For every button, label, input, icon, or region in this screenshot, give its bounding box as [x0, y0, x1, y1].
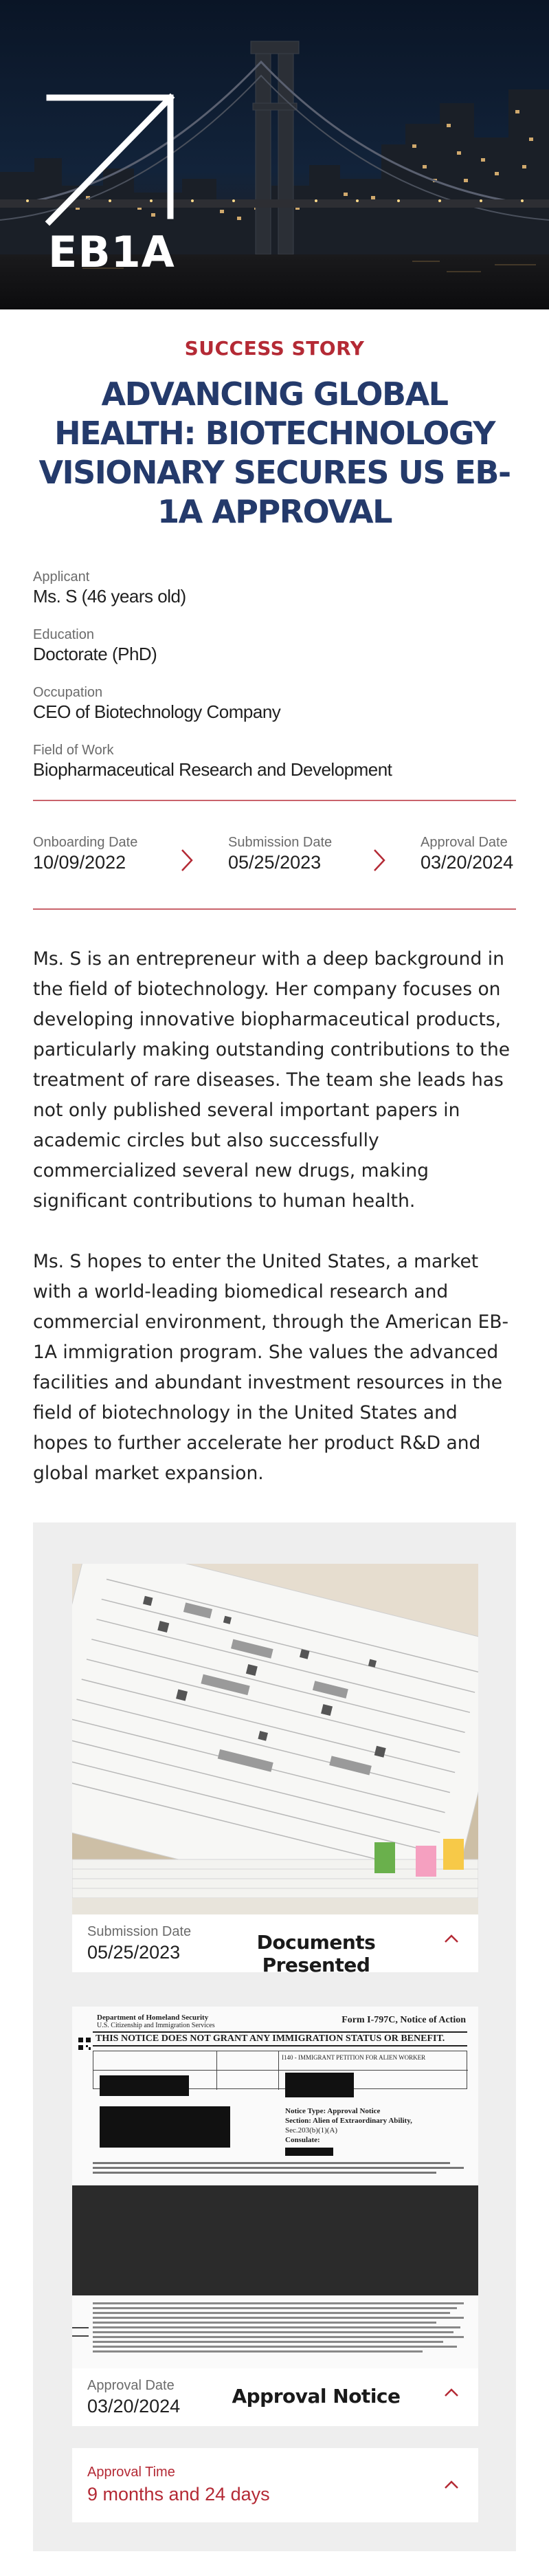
chevron-right-icon: [372, 848, 386, 873]
timeline-value: 10/09/2022: [33, 852, 126, 873]
notice-case-type: I140 - IMMIGRANT PETITION FOR ALIEN WORKER: [282, 2054, 426, 2061]
meta-label: Education: [33, 627, 94, 642]
meta-label: Occupation: [33, 685, 103, 700]
notice-agency: Department of Homeland Security: [97, 2013, 209, 2022]
story-body: [33, 944, 516, 1489]
section-eyebrow: SUCCESS STORY: [184, 337, 365, 360]
story-paragraph: Ms. S is an entrepreneur with a deep background in the field of biotechnology. Her company focuses on developing innovative biopharmaceutical products, particularly making outstanding contributions to the treatment of rare diseases. The team she leads has not only published several important papers in academic circles but also successfully commercialized several new drugs, making significant contributions to human health.: [33, 948, 511, 1212]
approval-time-label: Approval Time: [87, 2465, 175, 2480]
approval-notice-bar[interactable]: [72, 2368, 478, 2426]
notice-agency-sub: U.S. Citizenship and Immigration Services: [97, 2022, 215, 2029]
hero-banner: [0, 0, 549, 309]
applicant-details: [33, 569, 516, 781]
notice-type: Notice Type: Approval Notice: [285, 2107, 381, 2115]
bar-value: 05/25/2023: [87, 1942, 181, 1963]
timeline-label: Onboarding Date: [33, 835, 138, 850]
chevron-up-icon[interactable]: [444, 2480, 459, 2489]
bar-title: Approval Notice: [232, 2385, 401, 2408]
applicant-info: [33, 569, 516, 607]
eb1a-logo: EB1A: [48, 227, 175, 277]
notice-banner: THIS NOTICE DOES NOT GRANT ANY IMMIGRATION STATUS OR BENEFIT.: [96, 2033, 445, 2044]
story-paragraph: Ms. S hopes to enter the United States, a market with a world-leading biomedical research and commercial environment, through the American EB-1A immigration program. She values the advanced facilities and abundant investment resources in the field of biotechnology in the United States and hopes to further accelerate her product R&D and global market expansion.: [33, 1251, 509, 1484]
meta-value: Biopharmaceutical Research and Development: [33, 759, 392, 780]
bar-title: Documents Presented: [256, 1931, 376, 1976]
chevron-up-icon[interactable]: [444, 1934, 459, 1943]
page-title: ADVANCING GLOBAL HEALTH: BIOTECHNOLOGY VISIONARY SECURES US EB-1A APPROVAL: [38, 375, 511, 530]
meta-label: Field of Work: [33, 743, 114, 758]
chevron-up-icon[interactable]: [444, 2388, 459, 2397]
education-info: [33, 626, 516, 665]
case-timeline: [33, 800, 516, 910]
redaction-block: [72, 2185, 478, 2295]
approval-time-bar[interactable]: [72, 2448, 478, 2522]
documents-photo: [72, 1564, 478, 1914]
bar-label: Submission Date: [87, 1924, 192, 1939]
qr-code-icon: [78, 2037, 91, 2051]
redaction-block: [100, 2106, 230, 2148]
notice-section-code: Sec.203(b)(1)(A): [285, 2126, 338, 2135]
meta-value: CEO of Biotechnology Company: [33, 701, 281, 722]
submission-date: [228, 834, 332, 874]
notice-section: Section: Alien of Extraordinary Ability,: [285, 2117, 412, 2125]
meta-value: Doctorate (PhD): [33, 644, 157, 664]
timeline-label: Submission Date: [228, 835, 333, 850]
meta-value: Ms. S (46 years old): [33, 586, 186, 607]
approval-date: [421, 834, 513, 874]
notice-form-title: Form I-797C, Notice of Action: [341, 2015, 466, 2025]
redaction-block: [100, 2075, 189, 2096]
notice-fine-print: [93, 2161, 467, 2184]
timeline-value: 03/20/2024: [421, 852, 514, 873]
approval-time-value: 9 months and 24 days: [87, 2484, 270, 2504]
field-of-work-info: [33, 742, 516, 781]
notice-consulate: Consulate:: [285, 2136, 320, 2144]
redaction-block: [285, 2073, 354, 2097]
redaction-block: [285, 2148, 333, 2156]
chevron-right-icon: [180, 848, 194, 873]
timeline-value: 05/25/2023: [228, 852, 322, 873]
documents-panel: [33, 1522, 516, 2551]
bar-value: 03/20/2024: [87, 2396, 181, 2416]
documents-presented-bar[interactable]: [72, 1914, 478, 1976]
timeline-label: Approval Date: [421, 835, 508, 850]
occupation-info: [33, 684, 516, 723]
onboarding-date: [33, 834, 137, 874]
bar-label: Approval Date: [87, 2378, 175, 2393]
approval-notice-scan: [72, 2007, 478, 2426]
meta-label: Applicant: [33, 569, 90, 585]
